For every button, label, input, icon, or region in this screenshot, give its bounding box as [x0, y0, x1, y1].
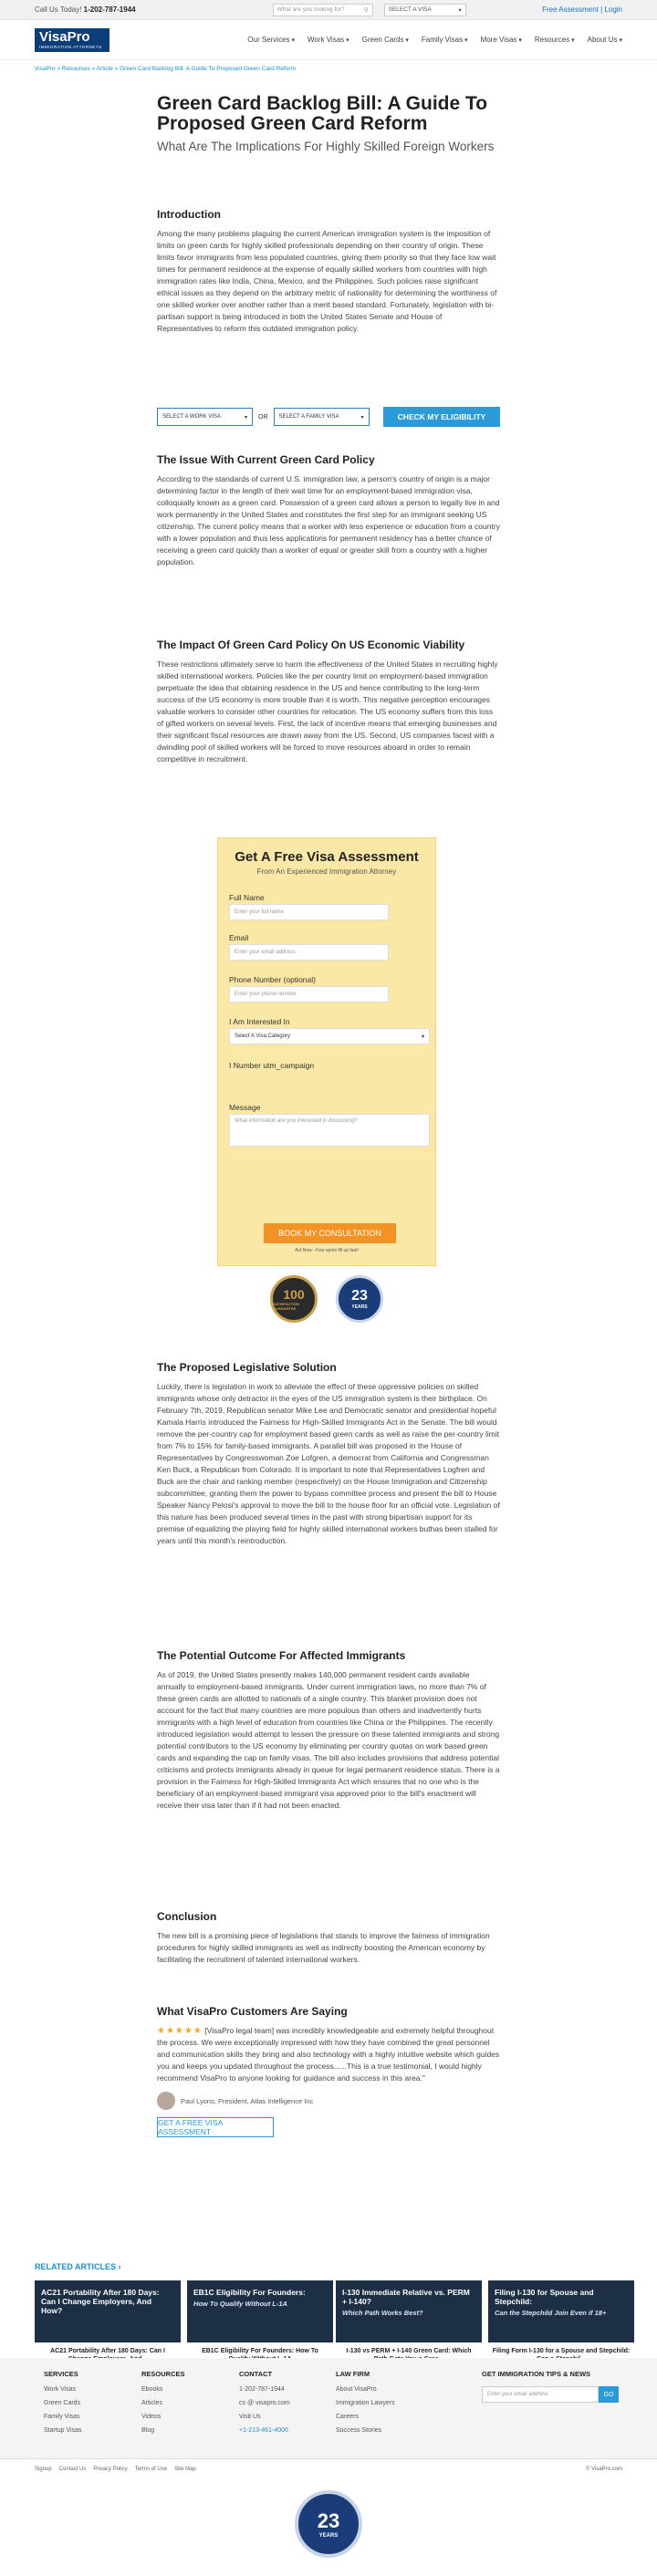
copyright: © VisaPro.com — [586, 2466, 622, 2472]
related-article-card[interactable] — [336, 2280, 482, 2368]
visapro-logo[interactable]: VisaPro IMMIGRATION ATTORNEYS — [35, 28, 110, 52]
related-article-card[interactable] — [35, 2280, 181, 2368]
footer-link-cs-visapro-com[interactable]: cs @ visapro.com — [239, 2400, 290, 2406]
footer-link-success-stories[interactable]: Success Stories — [336, 2427, 382, 2434]
related-article-image[interactable]: Filing I-130 for Spouse and Stepchild: Can the Stepchild Join Even if 18+ — [488, 2280, 634, 2342]
related-article-card[interactable] — [488, 2280, 634, 2368]
nav-item-resources[interactable]: Resources ▾ — [535, 36, 575, 44]
footer-link-green-cards[interactable]: Green Cards — [44, 2400, 81, 2406]
impact-heading: The Impact Of Green Card Policy On US Economic Viability — [157, 639, 465, 651]
campaign-field[interactable] — [229, 1072, 389, 1088]
related-article-title[interactable]: I-130 vs PERM + I-140 Green Card: Which — [346, 2348, 472, 2354]
guarantee-number: 100 — [283, 1287, 305, 1302]
footer-law-firm: LAW FIRM About VisaPro Immigration Lawyers Careers Success Stories — [336, 2367, 395, 2437]
nav-item-work-visas[interactable]: Work Visas ▾ — [308, 36, 349, 44]
footer-years-number: 23 — [317, 2509, 340, 2532]
footer-link-1-202-787-1944[interactable]: 1-202-787-1944 — [239, 2386, 285, 2393]
footer-years-label: YEARS — [318, 2533, 339, 2539]
assessment-form — [217, 837, 436, 1266]
legal-link-signup[interactable]: Signup — [35, 2466, 52, 2472]
related-article-image[interactable]: AC21 Portability After 180 Days: Can I Change Employers, And How? — [35, 2280, 181, 2342]
footer-link-ebooks[interactable]: Ebooks — [141, 2386, 163, 2393]
email-input[interactable]: Enter your email address — [229, 944, 389, 961]
conclusion-paragraph: The new bill is a promising piece of legislations that stands to improve the fairness of immigration procedures for highly skilled immigrants as well as indirectly boosting the American economy by facilitating the recruitment of talented international workers. — [157, 1931, 490, 1964]
login-link[interactable]: Login — [604, 5, 622, 14]
search-input[interactable]: What are you looking for? ⚲ — [273, 4, 373, 16]
issue-paragraph: According to the standards of current U.S. immigration law, a person's country of origin is a major determining factor in the length of their wait time for an employment-based immigration visa, colloquially known as a green card. Possession of a green card allows a person to legally live in and work permanently in the United States and constitutes the first step for an immigrant seeking US citizenship. The current policy means that a worker with less experience or education from a country with a lower population and thus less applications for permanent residency has a better chance of receiving a green card quickly than a worker of equal or greater skill from a country with a higher population. — [157, 474, 500, 566]
footer-link-visit-us[interactable]: Visit Us — [239, 2414, 261, 2420]
intro-paragraph: Among the many problems plaguing the current American immigration system is the imposition of limits on green cards for highly skilled professionals depending on their country of origin. These limits favor immigrants from less populated countries, giving them priority so that they face low wait times for permanent residence at the expense of equally skilled workers from countries with high immigration rates like India, China, Mexico, and the Philippines. Such policies raise significant ethical issues as they depend on the arbitrary metric of nationality for determining the worthiness of one skilled worker over another rather than a merit based standard. Fortunately, legislation with bi-partisan support is being introduced in both the United States Senate and House of Representatives to reform this outdated immigration policy. — [157, 229, 497, 333]
nav-item-family-visas[interactable]: Family Visas ▾ — [422, 36, 468, 44]
footer-link-videos[interactable]: Videos — [141, 2414, 162, 2420]
legal-link-contact-us[interactable]: Contact Us — [58, 2466, 87, 2472]
impact-paragraph: These restrictions ultimately serve to harm the effectiveness of the United States in recruiting highly skilled international workers. Policies like the per country limit on employment-based immigration perpetuate the idea that obtaining residence in the US and hence contributing to the long-term success of the US economy is more trouble than it is worth. This negative perception encourages valuable workers to consider other countries for relocation. The US economy suffers from this loss of gifted workers on several levels. First, the lack of incentive means that emerging businesses and their significant fiscal resources are drawn away from the US. Second, US companies faced with a dwindling pool of skilled workers will be forced to move resources aboard in order to remain competitive in recruitment. — [157, 660, 498, 763]
newsletter-email-input[interactable]: Enter your email address — [482, 2386, 599, 2403]
nav-item-about-us[interactable]: About Us ▾ — [588, 36, 622, 44]
legal-bar — [0, 2458, 657, 2478]
issue-heading: The Issue With Current Green Card Policy — [157, 453, 375, 466]
footer-contact: CONTACT 1-202-787-1944 cs @ visapro.com Visit Us +1-213-461-4000 — [239, 2367, 290, 2437]
years-number: 23 — [351, 1288, 368, 1304]
full-name-input[interactable]: Enter your full name — [229, 904, 389, 920]
search-icon[interactable]: ⚲ — [363, 6, 369, 14]
footer-link-blog[interactable]: Blog — [141, 2427, 155, 2434]
visa-select[interactable]: SELECT A VISA ▾ — [384, 4, 466, 16]
nav-item-more-visas[interactable]: More Visas ▾ — [481, 36, 522, 44]
footer — [0, 2358, 657, 2458]
top-links-separator: | — [600, 5, 603, 14]
full-name-label: Full Name — [229, 893, 265, 902]
nav-item-green-cards[interactable]: Green Cards ▾ — [362, 36, 409, 44]
message-textarea[interactable]: What information are you interested in discussing? — [229, 1114, 430, 1147]
related-article-title[interactable]: Filing Form I-130 for a Spouse and Stepchild: — [492, 2348, 631, 2354]
form-subtitle: From An Experienced Immigration Attorney — [256, 867, 397, 876]
newsletter-go-button[interactable]: GO — [599, 2386, 619, 2403]
related-articles-heading[interactable]: RELATED ARTICLES › — [35, 2262, 121, 2271]
main-nav — [0, 20, 657, 60]
legislation-paragraph: Luckily, there is legislation in work to alleviate the effect of these oppressive policies on skilled immigrants whose only detractor in the eyes of the US immigration system is their birthplace. On February 7th, 2019, Republican senator Mike Lee and Democratic senator and presidential hopeful Kamala Harris introduced the Fairness for High-Skilled Immigrants Act in the Senate. The bill would remove the per-country cap for employment based green cards as well as raise the per-country limit from 7% to 15% for family-based immigrants. A parallel bill was proposed in the House of Representatives by Congresswoman Zoe Lofgren, a democrat from California and Congressman Ken Buck, a Republican from Colorado. It is important to note that Representatives Logfren and Buck are the chair and ranking member (respectively) on the House Immigration and Citizenship subcommittee, granting them the power to bypass committee process and present the bill to House Speaker Nancy Pelosi's approval to move the bill to the house floor for an official vote. Legislation of this nature has been produced several times in the past with strong bipartisan support for its premise of equalizing the playing field for highly skilled international workers buthas been stalled for years until this month's reintroduction. — [157, 1382, 500, 1545]
book-consultation-button[interactable]: BOOK MY CONSULTATION — [264, 1223, 396, 1243]
chevron-down-icon: ▾ — [244, 414, 247, 421]
footer-link-startup-visas[interactable]: Startup Visas — [44, 2427, 82, 2434]
interest-label: I Am Interested In — [229, 1017, 290, 1026]
legal-link-site-map[interactable]: Site Map — [174, 2466, 196, 2472]
legal-link-privacy-policy[interactable]: Privacy Policy — [93, 2466, 128, 2472]
footer-link-1-213-461-4000[interactable]: +1-213-461-4000 — [239, 2427, 288, 2434]
related-article-image[interactable]: I-130 Immediate Relative vs. PERM + I-140? Which Path Works Best? — [336, 2280, 482, 2342]
chevron-down-icon: ▾ — [421, 1034, 424, 1040]
breadcrumb[interactable]: VisaPro » Resources » Article » Green Card Backlog Bill: A Guide To Proposed Green Card Reform — [35, 66, 296, 72]
phone-label: Phone Number (optional) — [229, 975, 316, 984]
outcome-paragraph: As of 2019, the United States presently makes 140,000 permanent resident cards available annually to employment-based immigrants. Under current immigration laws, no more than 7% of these green cards are allotted to nationals of a single country. This blanket provision does not account for the fact that many countries are more populous than others and inadvertently hurts immigrants with a high level of education from countries like China or the Philippines. The recently introduced legislation would attempt to lessen the pressure on these talented immigrants and strong potential contributors to the US economy by eliminating per country quotas on work based green cards and expanding the cap on family visas. The bill also includes provisions that address potential criticisms and protects immigrants already in queue for legal permanent residence status. There is a provision in the Fairness for High-Skilled Immigrants Act which ensures that no one who is the beneficiary of an employment-based immigrant visa approved prior to the bill's enactment will receive their visa later than if it had not been enacted. — [157, 1670, 500, 1810]
years-label: YEARS — [351, 1304, 368, 1310]
footer-link-about-visapro[interactable]: About VisaPro — [336, 2386, 377, 2393]
campaign-label: I Number utm_campaign — [229, 1061, 315, 1070]
phone-link[interactable]: 1-202-787-1944 — [83, 5, 136, 14]
outcome-heading: The Potential Outcome For Affected Immigrants — [157, 1649, 406, 1662]
footer-resources: RESOURCES Ebooks Articles Videos Blog — [141, 2367, 185, 2437]
legislation-heading: The Proposed Legislative Solution — [157, 1361, 337, 1374]
free-assessment-button[interactable]: GET A FREE VISA ASSESSMENT — [157, 2117, 274, 2137]
footer-years-badge — [295, 2490, 362, 2558]
email-label: Email — [229, 933, 249, 942]
guarantee-label: SATISFACTION GUARANTEE — [273, 1302, 300, 1311]
work-visa-select[interactable]: SELECT A WORK VISA ▾ — [157, 408, 253, 426]
form-title: Get A Free Visa Assessment — [235, 849, 419, 865]
footer-link-family-visas[interactable]: Family Visas — [44, 2414, 80, 2420]
footer-link-immigration-lawyers[interactable]: Immigration Lawyers — [336, 2400, 395, 2406]
related-article-image[interactable]: EB1C Eligibility For Founders: How To Qualify Without L-1A — [187, 2280, 333, 2342]
chevron-down-icon: ▾ — [458, 6, 462, 14]
legal-link-terms-of-use[interactable]: Terms of Use — [134, 2466, 168, 2472]
page-subtitle: What Are The Implications For Highly Skilled Foreign Workers — [157, 140, 495, 153]
interest-select[interactable]: Select A Visa Category ▾ — [229, 1028, 430, 1044]
star-rating-icon: ★★★★★ — [157, 2026, 203, 2036]
chevron-down-icon: ▾ — [360, 414, 364, 421]
eligibility-row — [157, 407, 500, 427]
intro-heading: Introduction — [157, 208, 221, 221]
free-assessment-link[interactable]: Free Assessment — [542, 5, 599, 14]
testimonials-heading: What VisaPro Customers Are Saying — [157, 2005, 348, 2018]
years-badge — [336, 1275, 383, 1323]
call-text: Call Us Today! 1-202-787-1944 — [35, 5, 136, 14]
footer-newsletter: GET IMMIGRATION TIPS & NEWS Enter your email address GO — [482, 2367, 619, 2403]
footer-link-careers[interactable]: Careers — [336, 2414, 359, 2420]
related-article-card[interactable] — [187, 2280, 333, 2368]
footer-link-work-visas[interactable]: Work Visas — [44, 2386, 77, 2393]
nav-item-our-services[interactable]: Our Services ▾ — [247, 36, 295, 44]
avatar — [157, 2092, 175, 2110]
family-visa-select[interactable]: SELECT A FAMILY VISA ▾ — [274, 408, 370, 426]
top-bar — [0, 0, 657, 20]
or-label: OR — [258, 413, 268, 421]
phone-input[interactable]: Enter your phone number — [229, 986, 389, 1002]
testimonial-quote: [VisaPro legal team] was incredibly knowledgeable and extremely helpful throughout the process. We were exceptionally impressed with how they have combined the great personnel and communication skills they bring and also technology with a highly intuitive website which guides you and keeps you updated throughout the process......This is a true testimonial, I would highly recommend VisaPro to anyone looking for guidance and success in this area." — [157, 2026, 500, 2083]
satisfaction-badge — [270, 1275, 318, 1323]
form-note: Act Now - Few spots fill up fast! — [295, 1248, 359, 1253]
page-title: Green Card Backlog Bill: A Guide To Proposed Green Card Reform — [157, 93, 488, 134]
related-article-title[interactable]: AC21 Portability After 180 Days: Can I — [50, 2348, 165, 2354]
testimonial-author: Paul Lyons, President, Atlas Intelligence Inc — [181, 2096, 314, 2105]
related-article-title[interactable]: EB1C Eligibility For Founders: How To — [202, 2348, 318, 2354]
footer-services: SERVICES Work Visas Green Cards Family Visas Startup Visas — [44, 2367, 82, 2437]
conclusion-heading: Conclusion — [157, 1910, 217, 1923]
check-eligibility-button[interactable]: CHECK MY ELIGIBILITY — [383, 407, 500, 427]
message-label: Message — [229, 1103, 261, 1112]
footer-link-articles[interactable]: Articles — [141, 2400, 162, 2406]
